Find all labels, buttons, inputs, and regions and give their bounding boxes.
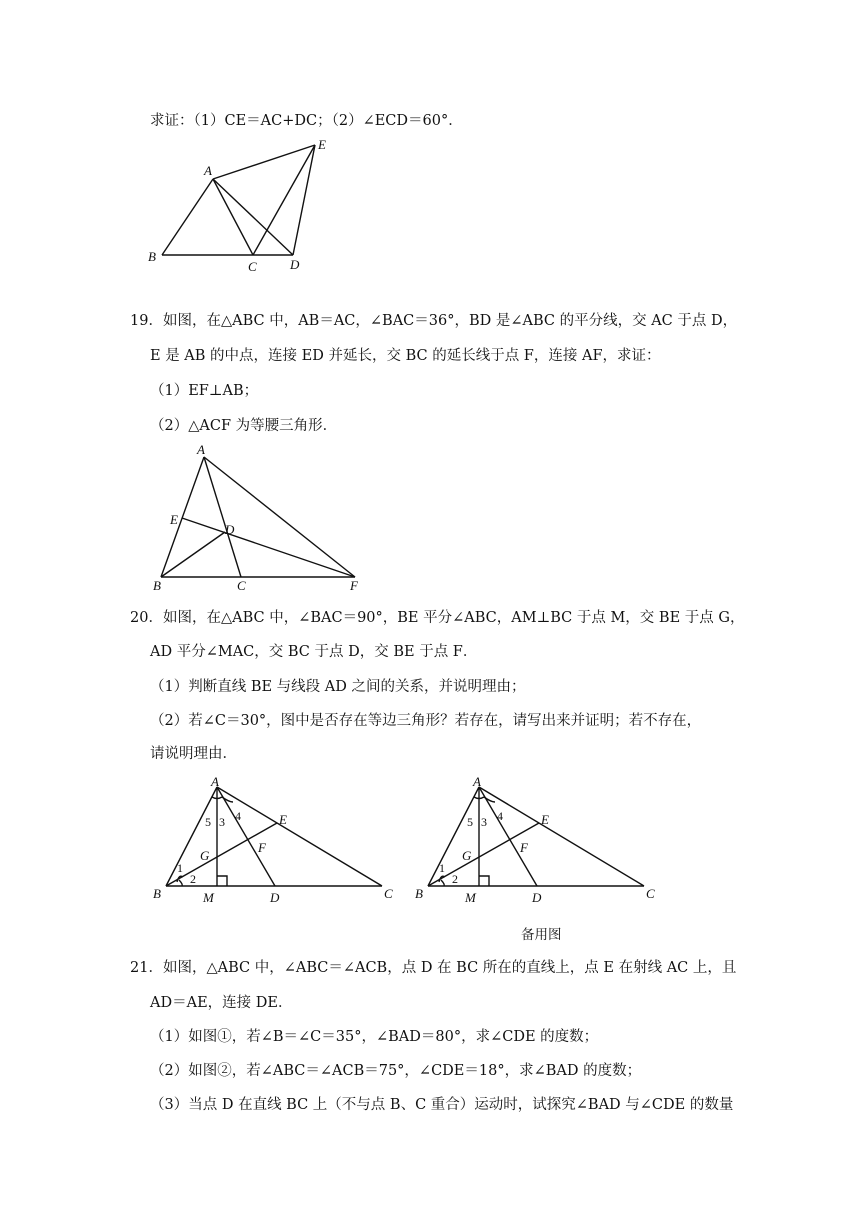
q20-label-3: 3	[219, 815, 225, 829]
q20-spare-label-2: 2	[452, 872, 458, 886]
q20-item-2: （2）若∠C＝30°，图中是否存在等边三角形？若存在，请写出来并证明；若不存在，	[150, 713, 702, 729]
q21-item-3: （3）当点 D 在直线 BC 上（不与点 B、C 重合）运动时，试探究∠BAD 与∠CDE 的数量	[150, 1097, 734, 1113]
q20-spare-label-3: 3	[481, 815, 487, 829]
q20-spare-label-f: F	[520, 840, 528, 855]
q20-label-f: F	[258, 840, 266, 855]
q20-label-g: G	[200, 848, 210, 863]
q20-spare-label-m: M	[465, 890, 476, 905]
q20-spare-label-a: A	[473, 774, 481, 789]
q20-spare-label-1: 1	[439, 861, 445, 875]
q20-label-e: E	[279, 812, 287, 827]
q19-label-c: C	[237, 578, 246, 593]
q19-label-b: B	[153, 578, 161, 593]
q20-spare-label-e: E	[541, 812, 549, 827]
q19-label-e: E	[170, 512, 178, 527]
q20-label-d: D	[270, 890, 280, 905]
q19-figure	[145, 442, 370, 596]
q20-spare-caption: 备用图	[521, 927, 562, 943]
q21-line-2: AD＝AE，连接 DE．	[150, 995, 293, 1011]
q20-line-2: AD 平分∠MAC，交 BC 于点 D，交 BE 于点 F．	[150, 644, 478, 660]
q19-label-d: D	[225, 522, 235, 537]
q18-proof-line: 求证：（1）CE＝AC+DC；（2）∠ECD＝60°．	[150, 113, 463, 129]
q20-spare-label-4: 4	[497, 809, 503, 823]
q20-figure-main	[150, 774, 400, 905]
q19-label-a: A	[197, 442, 205, 457]
q19-label-f: F	[350, 578, 358, 593]
q20-item-1: （1）判断直线 BE 与线段 AD 之间的关系，并说明理由；	[150, 679, 526, 695]
q18-label-a: A	[204, 163, 212, 178]
q20-label-5: 5	[205, 815, 211, 829]
q21-item-1: （1）如图①，若∠B＝∠C＝35°，∠BAD＝80°，求∠CDE 的度数；	[150, 1029, 599, 1045]
q20-label-2: 2	[190, 872, 196, 886]
q18-label-e: E	[318, 137, 326, 152]
q19-item-2: （2）△ACF 为等腰三角形．	[150, 418, 338, 434]
q20-spare-label-d: D	[532, 890, 542, 905]
q18-label-d: D	[290, 257, 300, 272]
q20-label-4: 4	[235, 809, 241, 823]
q20-spare-label-b: B	[415, 886, 423, 901]
q21-line-1: 21．如图，△ABC 中，∠ABC＝∠ACB，点 D 在 BC 所在的直线上，点 E 在射线 AC 上，且	[130, 960, 737, 976]
q18-label-b: B	[148, 249, 156, 264]
q20-spare-label-c: C	[646, 886, 655, 901]
q18-figure	[140, 135, 350, 275]
q20-figure-spare	[412, 774, 662, 905]
q21-item-2: （2）如图②，若∠ABC＝∠ACB＝75°，∠CDE＝18°，求∠BAD 的度数；	[150, 1063, 642, 1079]
q20-label-c: C	[384, 886, 393, 901]
q20-item-2-cont: 请说明理由．	[150, 746, 237, 762]
q19-line-2: E 是 AB 的中点，连接 ED 并延长，交 BC 的延长线于点 F，连接 AF，求证：	[150, 348, 661, 364]
q18-label-c: C	[248, 259, 257, 274]
q20-label-m: M	[203, 890, 214, 905]
q20-label-b: B	[153, 886, 161, 901]
q19-item-1: （1）EF⊥AB；	[150, 383, 259, 399]
q20-spare-label-5: 5	[467, 815, 473, 829]
q20-line-1: 20．如图，在△ABC 中，∠BAC＝90°，BE 平分∠ABC，AM⊥BC 于点 M，交 BE 于点 G，	[130, 610, 745, 626]
q20-spare-label-g: G	[462, 848, 472, 863]
q19-line-1: 19．如图，在△ABC 中，AB＝AC，∠BAC＝36°，BD 是∠ABC 的平分线，交 AC 于点 D，	[130, 313, 738, 329]
q20-label-a: A	[211, 774, 219, 789]
q20-label-1: 1	[177, 861, 183, 875]
